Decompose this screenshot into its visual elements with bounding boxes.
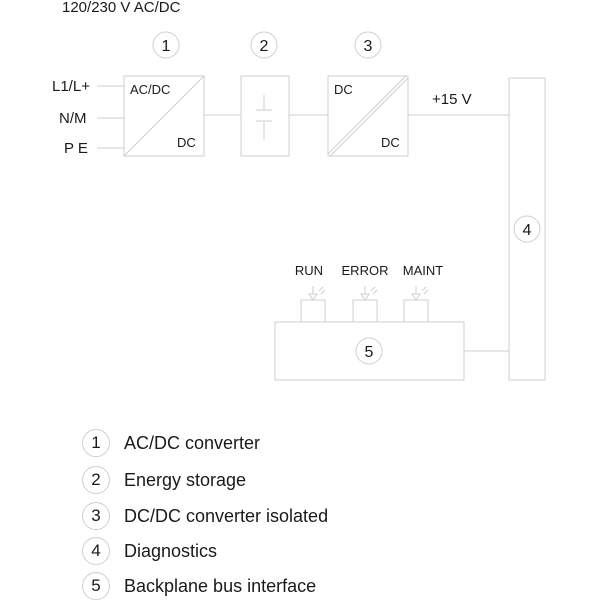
input-label-pe: P E — [64, 140, 88, 157]
energy-storage-block — [241, 76, 289, 156]
led-run-icon — [301, 286, 325, 322]
led-maint-icon — [404, 286, 428, 322]
legend-text: DC/DC converter isolated — [124, 505, 329, 526]
legend-text: Energy storage — [124, 469, 247, 490]
block-1-number: 1 — [161, 38, 171, 55]
acdc-out-label: DC — [177, 135, 196, 150]
legend-number: 1 — [82, 429, 110, 457]
legend-number: 2 — [82, 466, 110, 494]
block-2-number: 2 — [259, 38, 269, 55]
dcdc-in-label: DC — [334, 82, 353, 97]
block-3-number: 3 — [363, 38, 373, 55]
supply-voltage-label: 120/230 V AC/DC — [62, 0, 181, 16]
led-label-error: ERROR — [341, 263, 389, 278]
legend-number: 3 — [82, 502, 110, 530]
legend-number: 5 — [82, 572, 110, 600]
legend-number: 4 — [82, 537, 110, 565]
led-label-run: RUN — [294, 263, 324, 278]
input-label-l1: L1/L+ — [52, 78, 90, 95]
legend-text: AC/DC converter — [124, 432, 261, 453]
acdc-in-label: AC/DC — [130, 82, 171, 97]
led-label-maint: MAINT — [402, 263, 444, 278]
output-voltage-label: +15 V — [432, 91, 472, 108]
block-4-number: 4 — [522, 222, 532, 239]
block-5-number: 5 — [364, 344, 374, 361]
legend-text: Backplane bus interface — [124, 575, 317, 596]
dcdc-out-label: DC — [381, 135, 400, 150]
led-error-icon — [353, 286, 377, 322]
legend-text: Diagnostics — [124, 540, 218, 561]
input-label-n: N/M — [59, 110, 87, 127]
